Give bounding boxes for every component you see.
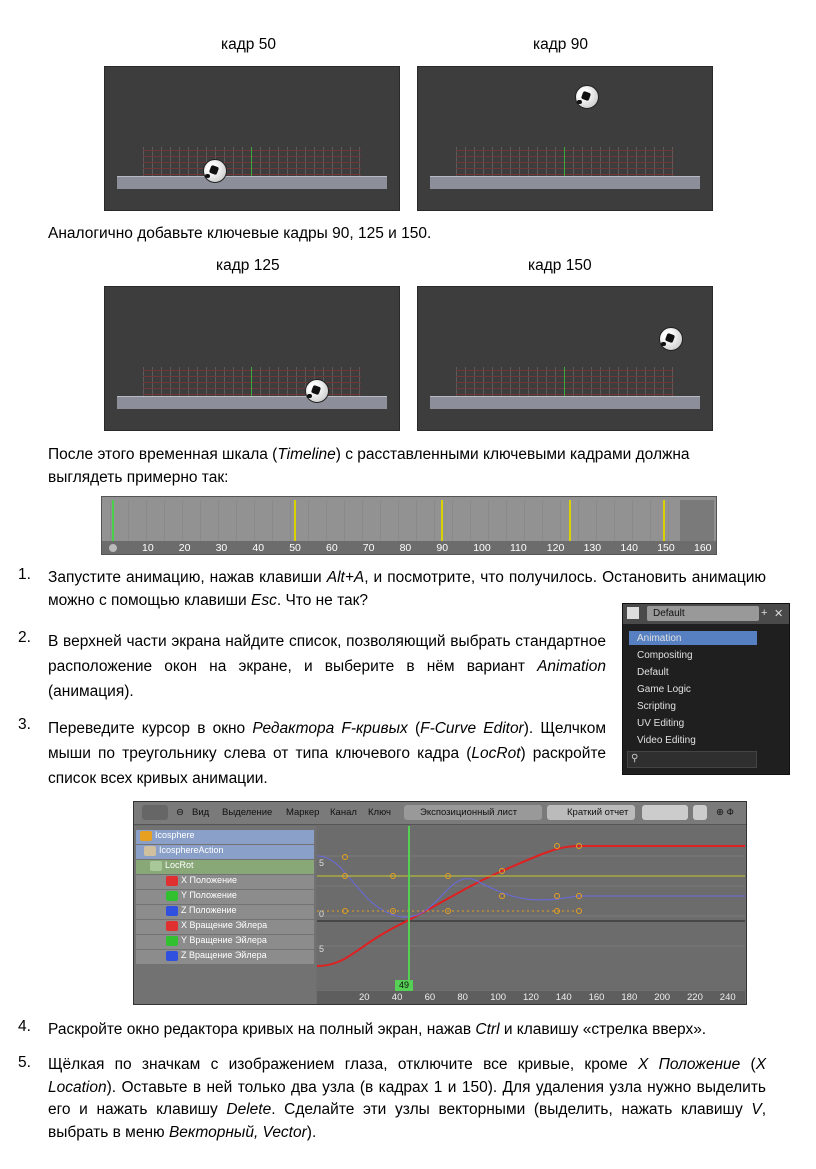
timeline-tick-label: 150	[657, 542, 675, 554]
channel-label: Z Вращение Эйлера	[181, 950, 267, 960]
settings-icon[interactable]: ⊕ Ф	[716, 807, 734, 818]
timeline-keyframe[interactable]	[441, 500, 443, 541]
ball-icon	[203, 159, 227, 183]
timeline-tick-label: 40	[252, 542, 265, 554]
eye-icon[interactable]	[166, 951, 178, 961]
menu-channel[interactable]: Канал	[330, 807, 357, 818]
step-5-number: 5.	[18, 1054, 31, 1071]
timeline-tick-label: 140	[620, 542, 638, 554]
channel-label: LocRot	[165, 860, 194, 870]
menu-item-animation[interactable]: Animation	[637, 633, 682, 644]
channel-row[interactable]	[136, 905, 314, 919]
editor-type-icon[interactable]	[142, 805, 168, 820]
eye-icon[interactable]	[140, 831, 152, 841]
add-icon[interactable]: +	[761, 607, 768, 619]
search-icon: ⚲	[631, 753, 639, 764]
timeline-current-frame[interactable]	[112, 500, 114, 541]
channel-row[interactable]	[136, 875, 314, 889]
ball-icon	[659, 327, 683, 351]
layout-header[interactable]	[623, 604, 789, 624]
y-tick-label: 0	[319, 909, 325, 919]
eye-icon[interactable]	[166, 936, 178, 946]
filter-buttons[interactable]	[642, 805, 688, 820]
frame-tick-label: 240	[719, 992, 736, 1003]
layout-select[interactable]	[647, 606, 759, 621]
frame-tick-label: 60	[424, 992, 436, 1003]
channel-row[interactable]	[136, 935, 314, 949]
menu-item-default[interactable]: Default	[637, 667, 669, 678]
channel-label: X Вращение Эйлера	[181, 920, 268, 930]
step-1-number: 1.	[18, 566, 31, 583]
timeline-tick-label: 120	[546, 542, 565, 554]
timeline-tick-label: 20	[178, 542, 191, 554]
timeline-tick-label: 90	[436, 542, 449, 554]
step-2-text: В верхней части экрана найдите список, позволяющий выбрать стандартное расположение окон на экране, и выберите в нём вариант Animation (анимация).	[48, 633, 606, 700]
step-3-number: 3.	[18, 716, 31, 733]
channel-label: Y Вращение Эйлера	[181, 935, 267, 945]
caption-frame-125: кадр 125	[216, 257, 280, 274]
frame-tick-label: 40	[391, 992, 403, 1003]
channel-label: Icosphere	[155, 830, 195, 840]
summary-button-label: Краткий отчет	[567, 807, 629, 818]
timeline-tick-label: 50	[289, 542, 301, 554]
channel-label: Y Положение	[181, 890, 237, 900]
step-1-text: Запустите анимацию, нажав клавиши Alt+A, и посмотрите, что получилось. Остановить анимацию можно с помощью клавиши Esc. Что не так?	[48, 569, 766, 609]
viewport-frame-90	[417, 66, 713, 211]
timeline-keyframe[interactable]	[569, 500, 571, 541]
channel-row[interactable]	[136, 920, 314, 934]
timeline-tick-label: 110	[510, 542, 527, 554]
channel-label: Z Положение	[181, 905, 237, 915]
caption-frame-90: кадр 90	[533, 36, 588, 53]
zoom-icon[interactable]	[693, 805, 707, 820]
timeline-tick-label: 160	[694, 542, 712, 554]
viewport-frame-125	[104, 286, 400, 431]
frame-tick-label: 100	[490, 992, 507, 1003]
channel-row[interactable]	[136, 860, 314, 874]
channel-row[interactable]	[136, 845, 314, 859]
menu-view[interactable]: Вид	[192, 807, 210, 818]
channel-row[interactable]	[136, 890, 314, 904]
menu-item-video-editing[interactable]: Video Editing	[637, 735, 696, 746]
text-timeline-intro: После этого временная шкала (Timeline) с расставленными ключевыми кадрами должна выглядеть примерно так:	[48, 446, 690, 486]
menu-item-scripting[interactable]: Scripting	[637, 701, 676, 712]
current-frame-badge: 49	[395, 980, 413, 992]
eye-icon[interactable]	[166, 891, 178, 901]
timeline-tick-label: 10	[142, 542, 154, 554]
frame-tick-label: 120	[523, 992, 539, 1003]
menu-marker[interactable]: Маркер	[286, 807, 320, 818]
timeline-tick-label: 30	[215, 542, 228, 554]
collapse-icon[interactable]: ⊖	[176, 807, 184, 818]
fcurve-editor[interactable]	[133, 801, 747, 1005]
timeline-tick-label: 80	[399, 542, 412, 554]
step-3-text: Переведите курсор в окно Редактора F-кривых (F-Curve Editor). Щелчком мыши по треугольнику слева от типа ключевого кадра (LocRot) раскройте список всех кривых анимации.	[48, 720, 607, 787]
frame-tick-label: 220	[687, 992, 703, 1003]
menu-select[interactable]: Выделение	[222, 807, 273, 818]
timeline-tick-label: 100	[473, 542, 491, 554]
curve-plot[interactable]	[317, 826, 745, 990]
step-2-number: 2.	[18, 629, 31, 646]
playhead[interactable]	[408, 826, 410, 990]
close-icon[interactable]: ✕	[774, 608, 784, 620]
caption-frame-150: кадр 150	[528, 257, 592, 274]
viewport-frame-50	[104, 66, 400, 211]
frame-tick-label: 80	[457, 992, 468, 1003]
frame-tick-label: 140	[555, 992, 572, 1003]
channel-row[interactable]	[136, 950, 314, 964]
menu-key[interactable]: Ключ	[368, 807, 391, 818]
timeline-keyframe[interactable]	[294, 500, 296, 541]
channel-row[interactable]	[136, 830, 314, 844]
frame-tick-label: 160	[588, 992, 605, 1003]
menu-item-game-logic[interactable]: Game Logic	[637, 684, 691, 695]
ball-icon	[305, 379, 329, 403]
step-4-number: 4.	[18, 1018, 31, 1035]
timeline-tick-label: 70	[362, 542, 375, 554]
eye-icon[interactable]	[166, 876, 178, 886]
channel-label: X Положение	[181, 875, 238, 885]
eye-icon[interactable]	[166, 921, 178, 931]
menu-item-compositing[interactable]: Compositing	[637, 650, 693, 661]
ball-icon	[575, 85, 599, 109]
mode-select[interactable]	[404, 805, 542, 820]
menu-item-uv-editing[interactable]: UV Editing	[637, 718, 685, 729]
layout-grid-icon[interactable]	[627, 607, 639, 619]
y-tick-label: 5	[319, 858, 325, 868]
search-input[interactable]	[627, 751, 757, 768]
y-tick-label: 5	[319, 944, 325, 954]
channel-label: IcosphereAction	[159, 845, 224, 855]
timeline-tick-label: 60	[326, 542, 338, 554]
summary-button[interactable]	[547, 805, 635, 820]
caption-frame-50: кадр 50	[221, 36, 276, 53]
step-4-text: Раскройте окно редактора кривых на полный экран, нажав Ctrl и клавишу «стрелка вверх».	[48, 1021, 707, 1038]
frame-tick-label: 180	[621, 992, 638, 1003]
step-5-text: Щёлкая по значкам с изображением глаза, отключите все кривые, кроме X Положение (X Location). Оставьте в ней только два узла (в кадрах 1 и 150). Для удаления узла нужно выделить его и нажать клавишу Delete. Сделайте эти узлы векторными (выделить, нажать клавишу V, выбрать в меню Векторный, Vector).	[48, 1056, 767, 1141]
scroll-handle-icon[interactable]	[109, 544, 117, 552]
layout-dropdown[interactable]	[622, 603, 790, 775]
mode-select-value: Экспозиционный лист	[420, 807, 518, 818]
eye-icon[interactable]	[166, 906, 178, 916]
curve-svg	[317, 826, 745, 990]
viewport-frame-150	[417, 286, 713, 431]
text-add-keyframes: Аналогично добавьте ключевые кадры 90, 125 и 150.	[48, 225, 432, 242]
timeline-panel[interactable]	[101, 496, 717, 555]
frame-tick-label: 20	[359, 992, 370, 1003]
eye-icon[interactable]	[144, 846, 156, 856]
frame-tick-label: 200	[654, 992, 671, 1003]
timeline-tick-label: 130	[583, 542, 602, 554]
layout-select-value: Default	[653, 608, 685, 619]
timeline-keyframe[interactable]	[663, 500, 665, 541]
fcurve-header	[134, 802, 746, 825]
eye-icon[interactable]	[150, 861, 162, 871]
